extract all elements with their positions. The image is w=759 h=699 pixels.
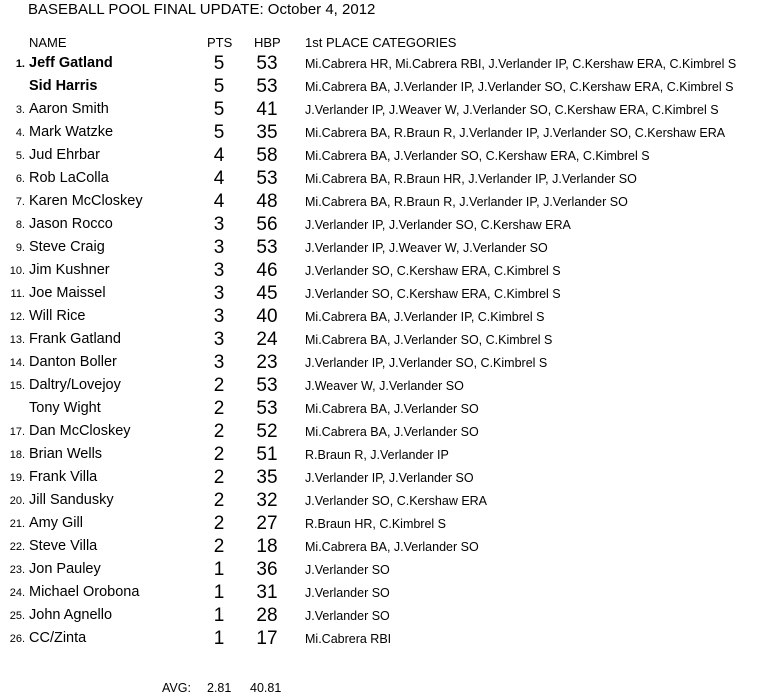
row-name: John Agnello [29, 607, 113, 623]
row-categories: R.Braun R, J.Verlander IP [305, 448, 449, 462]
row-hbp: 53 [256, 237, 278, 258]
row-rank: 13. [9, 334, 25, 346]
row-name: Karen McCloskey [29, 193, 143, 209]
table-row [0, 52, 759, 75]
table-row [0, 98, 759, 121]
row-name: Brian Wells [29, 446, 103, 462]
row-rank: 15. [9, 380, 25, 392]
row-categories: J.Verlander SO [305, 563, 390, 577]
row-categories: J.Verlander SO [305, 586, 390, 600]
column-header-hbp: HBP [254, 35, 281, 50]
row-pts: 3 [213, 306, 225, 327]
row-name: Frank Gatland [29, 331, 121, 347]
row-rank: 1. [15, 58, 25, 70]
table-row [0, 282, 759, 305]
row-rank: 3. [15, 104, 25, 116]
table-row [0, 305, 759, 328]
row-name: Jason Rocco [29, 216, 113, 232]
row-hbp: 53 [256, 375, 278, 396]
table-row [0, 190, 759, 213]
row-categories: J.Weaver W, J.Verlander SO [305, 379, 464, 393]
row-name: Jud Ehrbar [29, 147, 100, 163]
row-hbp: 46 [256, 260, 278, 281]
row-pts: 3 [213, 283, 225, 304]
row-hbp: 35 [256, 467, 278, 488]
row-categories: R.Braun HR, C.Kimbrel S [305, 517, 447, 531]
row-hbp: 18 [256, 536, 278, 557]
row-rank: 25. [9, 610, 25, 622]
table-row [0, 627, 759, 650]
row-name: Michael Orobona [29, 584, 140, 600]
table-row [0, 581, 759, 604]
row-pts: 4 [213, 191, 225, 212]
row-hbp: 45 [256, 283, 278, 304]
row-pts: 2 [213, 421, 225, 442]
row-name: Jill Sandusky [29, 492, 114, 508]
row-name: Rob LaColla [29, 170, 109, 186]
table-row [0, 420, 759, 443]
row-rank: 6. [15, 173, 25, 185]
row-pts: 4 [213, 145, 225, 166]
row-pts: 5 [213, 99, 225, 120]
row-categories: J.Verlander IP, J.Verlander SO, C.Kershaw ERA [305, 218, 571, 232]
table-row [0, 213, 759, 236]
row-pts: 2 [213, 467, 225, 488]
row-hbp: 53 [256, 398, 278, 419]
row-pts: 1 [213, 559, 225, 580]
table-row [0, 121, 759, 144]
row-pts: 3 [213, 260, 225, 281]
row-rank: 8. [15, 219, 25, 231]
row-categories: Mi.Cabrera BA, J.Verlander SO, C.Kershaw ERA, C.Kimbrel S [305, 149, 650, 163]
row-hbp: 40 [256, 306, 278, 327]
table-row [0, 558, 759, 581]
row-name: Danton Boller [29, 354, 117, 370]
page-title: BASEBALL POOL FINAL UPDATE: October 4, 2012 [28, 1, 376, 18]
row-categories: Mi.Cabrera BA, J.Verlander SO, C.Kimbrel S [305, 333, 553, 347]
row-hbp: 53 [256, 76, 278, 97]
row-rank: 22. [9, 541, 25, 553]
row-hbp: 52 [256, 421, 278, 442]
row-categories: Mi.Cabrera BA, R.Braun R, J.Verlander IP, J.Verlander SO [305, 195, 628, 209]
table-row [0, 328, 759, 351]
row-hbp: 56 [256, 214, 278, 235]
column-header-pts: PTS [207, 35, 233, 50]
row-categories: J.Verlander SO, C.Kershaw ERA [305, 494, 488, 508]
row-categories: J.Verlander SO, C.Kershaw ERA, C.Kimbrel S [305, 264, 561, 278]
row-name: Jon Pauley [29, 561, 101, 577]
row-hbp: 53 [256, 168, 278, 189]
row-name: CC/Zinta [29, 630, 87, 646]
row-rank: 21. [9, 518, 25, 530]
row-rank: 11. [10, 288, 25, 300]
table-row [0, 236, 759, 259]
row-rank: 9. [15, 242, 25, 254]
row-pts: 2 [213, 444, 225, 465]
table-row [0, 144, 759, 167]
row-categories: J.Verlander IP, J.Weaver W, J.Verlander SO [305, 241, 548, 255]
row-pts: 1 [213, 582, 225, 603]
standings-table [0, 52, 759, 650]
row-categories: J.Verlander IP, J.Verlander SO, C.Kimbrel S [305, 356, 548, 370]
row-name: Frank Villa [29, 469, 98, 485]
row-name: Sid Harris [29, 78, 98, 94]
table-row [0, 374, 759, 397]
row-name: Mark Watzke [29, 124, 114, 140]
row-pts: 2 [213, 490, 225, 511]
column-header-name: NAME [29, 35, 67, 50]
row-rank: 7. [15, 196, 25, 208]
average-label: AVG: [162, 681, 191, 695]
row-categories: J.Verlander SO, C.Kershaw ERA, C.Kimbrel S [305, 287, 561, 301]
row-categories: Mi.Cabrera HR, Mi.Cabrera RBI, J.Verlander IP, C.Kershaw ERA, C.Kimbrel S [305, 57, 737, 71]
row-rank: 26. [9, 633, 25, 645]
row-hbp: 58 [256, 145, 278, 166]
table-row [0, 535, 759, 558]
row-hbp: 27 [256, 513, 278, 534]
row-hbp: 48 [256, 191, 278, 212]
row-name: Jeff Gatland [29, 55, 113, 71]
table-row [0, 167, 759, 190]
row-rank: 14. [9, 357, 25, 369]
row-pts: 3 [213, 329, 225, 350]
average-pts: 2.81 [207, 681, 232, 695]
row-rank: 20. [9, 495, 25, 507]
row-rank: 12. [9, 311, 25, 323]
row-rank: 19. [9, 472, 25, 484]
row-categories: J.Verlander IP, J.Weaver W, J.Verlander SO, C.Kershaw ERA, C.Kimbrel S [305, 103, 719, 117]
row-categories: Mi.Cabrera BA, R.Braun HR, J.Verlander IP, J.Verlander SO [305, 172, 637, 186]
row-hbp: 36 [256, 559, 278, 580]
table-row [0, 351, 759, 374]
row-pts: 5 [213, 122, 225, 143]
row-hbp: 23 [256, 352, 278, 373]
row-categories: J.Verlander SO [305, 609, 390, 623]
table-row [0, 489, 759, 512]
row-categories: J.Verlander IP, J.Verlander SO [305, 471, 474, 485]
row-pts: 4 [213, 168, 225, 189]
table-row [0, 397, 759, 420]
row-rank: 5. [15, 150, 25, 162]
row-hbp: 32 [256, 490, 278, 511]
row-pts: 3 [213, 214, 225, 235]
row-hbp: 24 [256, 329, 278, 350]
row-pts: 2 [213, 398, 225, 419]
row-name: Tony Wight [29, 400, 101, 416]
row-pts: 2 [213, 513, 225, 534]
row-pts: 1 [213, 605, 225, 626]
row-categories: Mi.Cabrera BA, J.Verlander IP, J.Verlander SO, C.Kershaw ERA, C.Kimbrel S [305, 80, 734, 94]
row-hbp: 51 [256, 444, 278, 465]
column-header-categories: 1st PLACE CATEGORIES [305, 35, 457, 50]
row-hbp: 28 [256, 605, 278, 626]
row-rank: 17. [9, 426, 25, 438]
row-categories: Mi.Cabrera BA, J.Verlander IP, C.Kimbrel S [305, 310, 545, 324]
row-hbp: 35 [256, 122, 278, 143]
row-hbp: 41 [256, 99, 278, 120]
row-rank: 23. [9, 564, 25, 576]
row-hbp: 53 [256, 53, 278, 74]
row-hbp: 17 [256, 628, 278, 649]
row-pts: 1 [213, 628, 225, 649]
row-rank: 18. [9, 449, 25, 461]
row-categories: Mi.Cabrera BA, J.Verlander SO [305, 540, 479, 554]
row-pts: 3 [213, 237, 225, 258]
table-row [0, 75, 759, 98]
row-categories: Mi.Cabrera RBI [305, 632, 392, 646]
table-row [0, 259, 759, 282]
row-hbp: 31 [256, 582, 278, 603]
row-name: Joe Maissel [29, 285, 106, 301]
row-rank: 4. [15, 127, 25, 139]
table-row [0, 443, 759, 466]
row-name: Steve Villa [29, 538, 98, 554]
row-pts: 2 [213, 375, 225, 396]
row-categories: Mi.Cabrera BA, R.Braun R, J.Verlander IP, J.Verlander SO, C.Kershaw ERA [305, 126, 726, 140]
row-pts: 5 [213, 76, 225, 97]
row-name: Steve Craig [29, 239, 105, 255]
row-name: Daltry/Lovejoy [29, 377, 121, 393]
row-pts: 2 [213, 536, 225, 557]
row-name: Dan McCloskey [29, 423, 131, 439]
row-name: Jim Kushner [29, 262, 110, 278]
row-name: Aaron Smith [29, 101, 109, 117]
table-row [0, 466, 759, 489]
table-row [0, 604, 759, 627]
row-rank: 24. [9, 587, 25, 599]
average-hbp: 40.81 [250, 681, 282, 695]
row-name: Will Rice [29, 308, 86, 324]
table-row [0, 512, 759, 535]
row-categories: Mi.Cabrera BA, J.Verlander SO [305, 425, 479, 439]
row-pts: 5 [213, 53, 225, 74]
row-pts: 3 [213, 352, 225, 373]
row-name: Amy Gill [29, 515, 83, 531]
row-rank: 10. [9, 265, 25, 277]
row-categories: Mi.Cabrera BA, J.Verlander SO [305, 402, 479, 416]
